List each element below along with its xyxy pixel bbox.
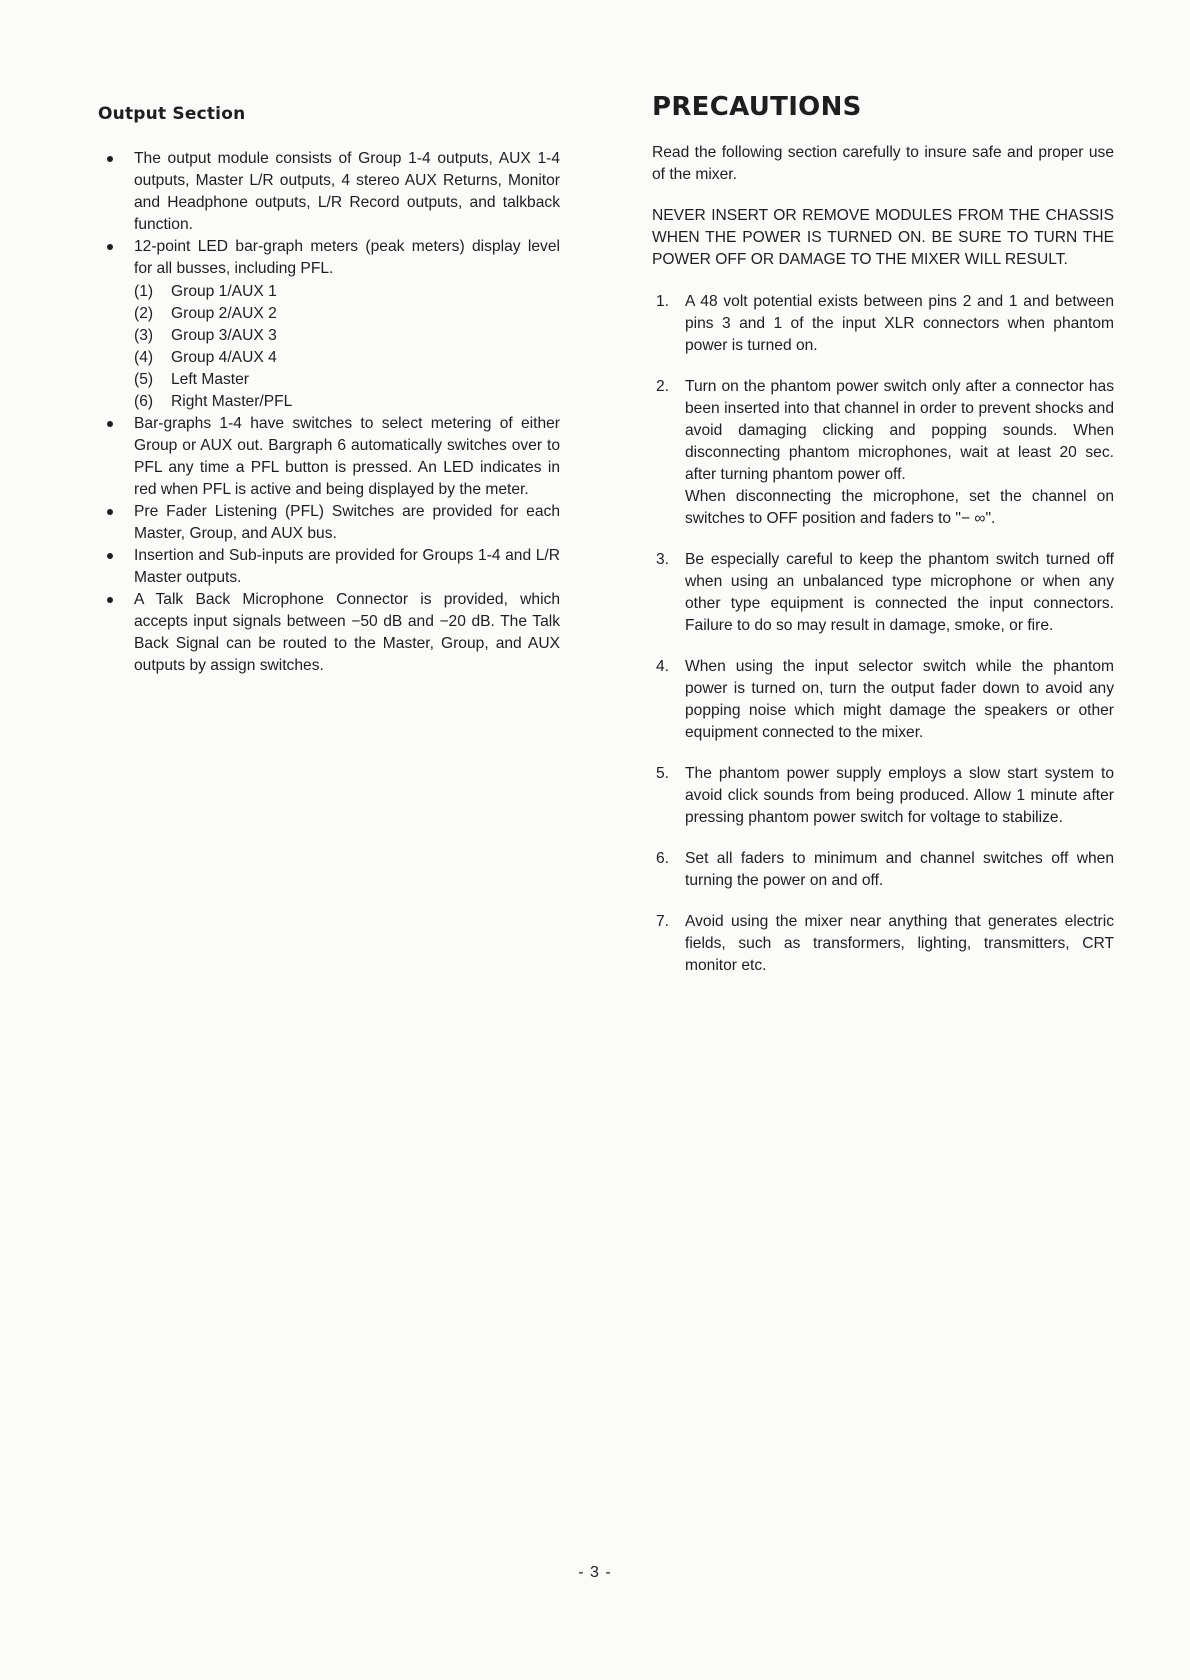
item-number: 7. <box>656 913 670 930</box>
meter-label: Left Master <box>171 371 249 388</box>
bullet-text: A Talk Back Microphone Connector is provided, which accepts input signals between −50 dB and −20 dB. The Talk Back Signal can be routed to the Master, Group, and AUX outputs by assign switches. <box>134 591 560 674</box>
meter-label: Right Master/PFL <box>171 393 293 410</box>
meter-number: (1) <box>134 283 154 300</box>
list-item <box>652 291 1114 357</box>
meter-item <box>134 391 560 413</box>
meter-label: Group 4/AUX 4 <box>171 349 277 366</box>
meter-number: (2) <box>134 305 154 322</box>
output-bullet-list <box>98 148 560 677</box>
meter-item <box>134 369 560 391</box>
bullet-icon <box>107 244 113 250</box>
output-section <box>98 104 560 677</box>
bullet-icon <box>107 156 113 162</box>
list-item <box>98 236 560 413</box>
meter-item <box>134 325 560 347</box>
item-number: 6. <box>656 850 670 867</box>
bullet-icon <box>107 509 113 515</box>
item-text: Be especially careful to keep the phantom switch turned off when using an unbalanced type microphone or when any other type equipment is connected the input connectors. Failure to do so may result in damage, smoke, or fire. <box>685 551 1114 634</box>
meter-number: (3) <box>134 327 154 344</box>
item-number: 3. <box>656 551 670 568</box>
item-number: 2. <box>656 378 670 395</box>
meter-list <box>134 281 560 413</box>
item-text: Avoid using the mixer near anything that generates electric fields, such as transformers, lighting, transmitters, CRT monitor etc. <box>685 913 1114 974</box>
item-number: 4. <box>656 658 670 675</box>
item-text: The phantom power supply employs a slow start system to avoid click sounds from being produced. Allow 1 minute after pressing phantom power switch for voltage to stabilize. <box>685 765 1114 826</box>
item-number: 5. <box>656 765 670 782</box>
bullet-text: Pre Fader Listening (PFL) Switches are provided for each Master, Group, and AUX bus. <box>134 503 560 542</box>
precautions-list <box>652 291 1114 977</box>
bullet-icon <box>107 421 113 427</box>
list-item <box>652 376 1114 530</box>
list-item <box>652 911 1114 977</box>
list-item <box>98 545 560 589</box>
item-extra-text: When disconnecting the microphone, set the channel on switches to OFF position and faders to "− ∞". <box>685 488 1114 527</box>
bullet-text: Bar-graphs 1-4 have switches to select metering of either Group or AUX out. Bargraph 6 automatically switches over to PFL any time a PFL button is pressed. An LED indicates in red when PFL is active and being displayed by the meter. <box>134 415 560 498</box>
list-item <box>652 848 1114 892</box>
meter-number: (5) <box>134 371 154 388</box>
bullet-icon <box>107 553 113 559</box>
item-text: Set all faders to minimum and channel switches off when turning the power on and off. <box>685 850 1114 889</box>
meter-item <box>134 281 560 303</box>
list-item <box>652 656 1114 744</box>
item-number: 1. <box>656 293 670 310</box>
list-item <box>98 589 560 677</box>
list-item <box>98 413 560 501</box>
meter-label: Group 1/AUX 1 <box>171 283 277 300</box>
page-number: - 3 - <box>578 1564 612 1581</box>
list-item <box>98 501 560 545</box>
bullet-text: The output module consists of Group 1-4 outputs, AUX 1-4 outputs, Master L/R outputs, 4 stereo AUX Returns, Monitor and Headphone outputs, L/R Record outputs, and talkback function. <box>134 150 560 233</box>
bullet-text: 12-point LED bar-graph meters (peak meters) display level for all busses, including PFL. <box>134 238 560 277</box>
meter-item <box>134 347 560 369</box>
precautions-intro: Read the following section carefully to insure safe and proper use of the mixer. <box>652 144 1114 183</box>
precautions-warning: NEVER INSERT OR REMOVE MODULES FROM THE CHASSIS WHEN THE POWER IS TURNED ON. BE SURE TO TURN THE POWER OFF OR DAMAGE TO THE MIXER WILL RESULT. <box>652 207 1114 268</box>
bullet-text: Insertion and Sub-inputs are provided for Groups 1-4 and L/R Master outputs. <box>134 547 560 586</box>
meter-item <box>134 303 560 325</box>
list-item <box>98 148 560 236</box>
meter-number: (6) <box>134 393 154 410</box>
item-text: A 48 volt potential exists between pins 2 and 1 and between pins 3 and 1 of the input XLR connectors when phantom power is turned on. <box>685 293 1114 354</box>
precautions-title: PRECAUTIONS <box>652 92 862 122</box>
section-title: Output Section <box>98 104 246 124</box>
meter-number: (4) <box>134 349 154 366</box>
meter-label: Group 3/AUX 3 <box>171 327 277 344</box>
precautions-section <box>652 92 1114 996</box>
item-text: When using the input selector switch while the phantom power is turned on, turn the output fader down to avoid any popping noise which might damage the speakers or other equipment connected to the mixer. <box>685 658 1114 741</box>
list-item <box>652 549 1114 637</box>
bullet-icon <box>107 597 113 603</box>
item-text: Turn on the phantom power switch only after a connector has been inserted into that channel in order to prevent shocks and avoid damaging clicking and popping sounds. When disconnecting phantom microphones, wait at least 20 sec. after turning phantom power off. <box>685 378 1114 483</box>
meter-label: Group 2/AUX 2 <box>171 305 277 322</box>
list-item <box>652 763 1114 829</box>
